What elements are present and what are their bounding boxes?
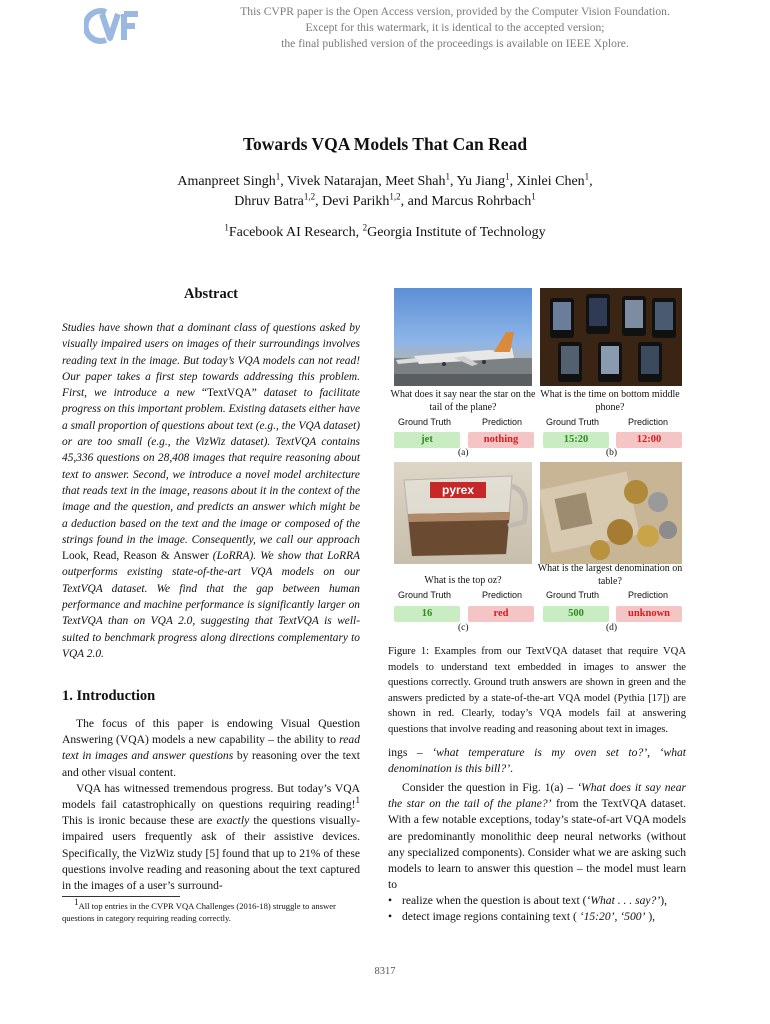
footnote-text: All top entries in the CVPR VQA Challenges (2016-18) struggle to answer questions in category requiring reading correctly. xyxy=(62,901,336,923)
affiliation-mark: 1,2 xyxy=(303,191,316,202)
question-c: What is the top oz? xyxy=(424,575,502,586)
pred-answer-b: 12:00 xyxy=(616,432,682,448)
watermark-line: Except for this watermark, it is identical to the accepted version; xyxy=(305,21,605,34)
author-name: Meet Shah xyxy=(385,174,446,189)
phones-illustration xyxy=(540,288,682,386)
watermark-line: the final published version of the proceedings is available on IEEE Xplore. xyxy=(281,37,629,50)
gt-answer-c: 16 xyxy=(394,606,460,622)
affiliations: $^1$Facebook AI Research, $^2$Georgia Institute of Technology xyxy=(224,222,546,240)
author-name: Amanpreet Singh xyxy=(177,174,276,189)
paper-title: Towards VQA Models That Can Read xyxy=(242,134,528,154)
author-list: Dhruv Batra$^{1,2}$, Devi Parikh$^{1,2}$, and Marcus Rohrbach$^1$ xyxy=(234,191,536,209)
gt-label: Ground Truth xyxy=(398,590,452,600)
affiliation-name: Facebook AI Research xyxy=(228,225,356,240)
cup-brand-text: pyrex xyxy=(441,483,475,497)
footnote-rule xyxy=(62,896,180,897)
gt-label: Ground Truth xyxy=(398,417,452,427)
pred-answer-c: red xyxy=(468,606,534,622)
affiliation-mark: 1 xyxy=(445,171,450,182)
affiliation-mark: 1 xyxy=(505,171,510,182)
affiliation-mark: 1 xyxy=(531,191,536,202)
author-name: Xinlei Chen xyxy=(516,174,585,189)
bullet-list xyxy=(388,893,686,925)
question-d: What is the largest denomination on table? xyxy=(537,563,683,587)
question-b: What is the time on bottom middle phone? xyxy=(540,389,680,413)
watermark xyxy=(150,4,760,52)
pred-label: Prediction xyxy=(628,417,669,427)
gt-answer-a: jet xyxy=(394,432,460,448)
measuring-cup-illustration xyxy=(394,462,532,564)
currency-illustration xyxy=(540,462,682,564)
pred-label: Prediction xyxy=(628,590,669,600)
bullet-item: • realize when the question is about text (‘What . . . say?’), xyxy=(388,893,686,909)
subfig-label-d: (d) xyxy=(606,623,618,633)
affiliation-mark: 1 xyxy=(224,222,229,233)
introduction-text xyxy=(62,716,360,894)
page-number: 8317 xyxy=(374,966,396,977)
cvf-logo xyxy=(84,6,140,46)
gt-label: Ground Truth xyxy=(546,417,600,427)
subfig-label-c: (c) xyxy=(458,623,469,633)
abstract-heading: Abstract xyxy=(184,286,238,302)
author-name: and Marcus Rohrbach xyxy=(407,194,532,209)
author-list: Amanpreet Singh$^1$, Vivek Natarajan, Meet Shah$^1$, Yu Jiang$^1$, Xinlei Chen$^1$, xyxy=(177,171,593,189)
airplane-illustration xyxy=(394,288,532,386)
footnote xyxy=(62,897,360,924)
measuring-cup-photo xyxy=(394,462,532,564)
gt-label: Ground Truth xyxy=(546,590,600,600)
body-paragraph: Consider the question in Fig. 1(a) – ‘What does it say near the star on the tail of the plane?’ from the TextVQA dataset. With a few notable exceptions, today’s state-of-art VQA models are predominantly monolithic deep neural networks (without any specialized components). Consider what we are asking such models to learn to answer this question – the model must learn to xyxy=(388,781,687,892)
pred-label: Prediction xyxy=(482,417,523,427)
intro-paragraph: VQA has witnessed tremendous progress. But today’s VQA models fail catastrophically on questions requiring reading!$^1$ This is ironic because these are exactly the questions visually-impaired users frequently ask of their assistive devices. Specifically, the VizWiz study [5] found that up to 21% of these questions involve reading and reasoning about the text captured in the images of a user’s surround- xyxy=(62,781,360,893)
introduction-heading: 1. Introduction xyxy=(62,688,156,704)
phones-photo xyxy=(540,288,682,386)
watermark-line: This CVPR paper is the Open Access version, provided by the Computer Vision Foundation. xyxy=(240,5,670,18)
gt-answer-b: 15:20 xyxy=(543,432,609,448)
abstract-text: Studies have shown that a dominant class of questions asked by visually impaired users on images of their surroundings involves reading text in the image. But today’s VQA models can not read! Our paper takes a first step towards addressing this problem. First, we introduce a new “TextVQA” dataset to facilitate progress on this important problem. Existing datasets either have a small proportion of questions about text (e.g., the VQA dataset) or are too small (e.g., the VizWiz dataset). TextVQA contains 45,336 questions on 28,408 images that require reasoning about text to answer. Second, we introduce a novel model architecture that reads text in the image, reasons about it in the context of the image and the question, and predicts an answer which might be a deduction based on the text and the image or composed of the strings found in the image. Consequently, we call our approach Look, Read, Reason & Answer (LoRRA). We show that LoRRA outperforms existing state-of-the-art VQA models on our TextVQA dataset. We find that the gap between human performance and machine performance is significantly larger on TextVQA than on VQA 2.0, suggesting that TextVQA is well-suited to benchmark progress along directions complementary to VQA 2.0. xyxy=(62,322,360,660)
affiliation-name: Georgia Institute of Technology xyxy=(367,225,546,240)
figure-1 xyxy=(388,286,688,636)
body-text-continuation: ings – ‘what temperature is my oven set to?’, ‘what denomination is this bill?’. xyxy=(388,746,687,776)
subfig-label-b: (b) xyxy=(606,448,618,458)
affiliation-mark: 1 xyxy=(275,171,281,182)
author-name: Yu Jiang xyxy=(456,174,506,189)
bullet-item: • detect image regions containing text ( ‘15:20’, ‘500’ ), xyxy=(388,909,686,925)
figure-caption: Figure 1: Examples from our TextVQA dataset that require VQA models to understand text embedded in images to answer the questions correctly. Ground truth answers are shown in green and the answers predicted by a state-of-the-art VQA model (Pythia [17]) are shown in red. Clearly, today’s VQA models fail at answering questions that involve reading and reasoning about text in images. xyxy=(388,646,686,735)
airplane-photo xyxy=(394,288,532,386)
gt-answer-d: 500 xyxy=(543,606,609,622)
intro-paragraph: The focus of this paper is endowing Visual Question Answering (VQA) models a new capability – the ability to read text in images and answer questions by reasoning over the text and other visual content. xyxy=(62,717,360,779)
affiliation-mark: 2 xyxy=(362,222,368,233)
pred-label: Prediction xyxy=(482,590,523,600)
author-name: Devi Parikh xyxy=(322,194,390,209)
author-name: Vivek Natarajan xyxy=(286,174,379,189)
author-name: Dhruv Batra xyxy=(234,194,304,209)
subfig-label-a: (a) xyxy=(458,448,469,458)
pred-answer-d: unknown xyxy=(616,606,682,622)
affiliation-mark: 1,2 xyxy=(389,191,401,202)
pred-answer-a: nothing xyxy=(468,432,534,448)
footnote-mark: 1 xyxy=(74,897,79,908)
currency-photo xyxy=(540,462,682,564)
question-a: What does it say near the star on the tail of the plane? xyxy=(390,389,536,413)
affiliation-mark: 1 xyxy=(584,171,590,182)
